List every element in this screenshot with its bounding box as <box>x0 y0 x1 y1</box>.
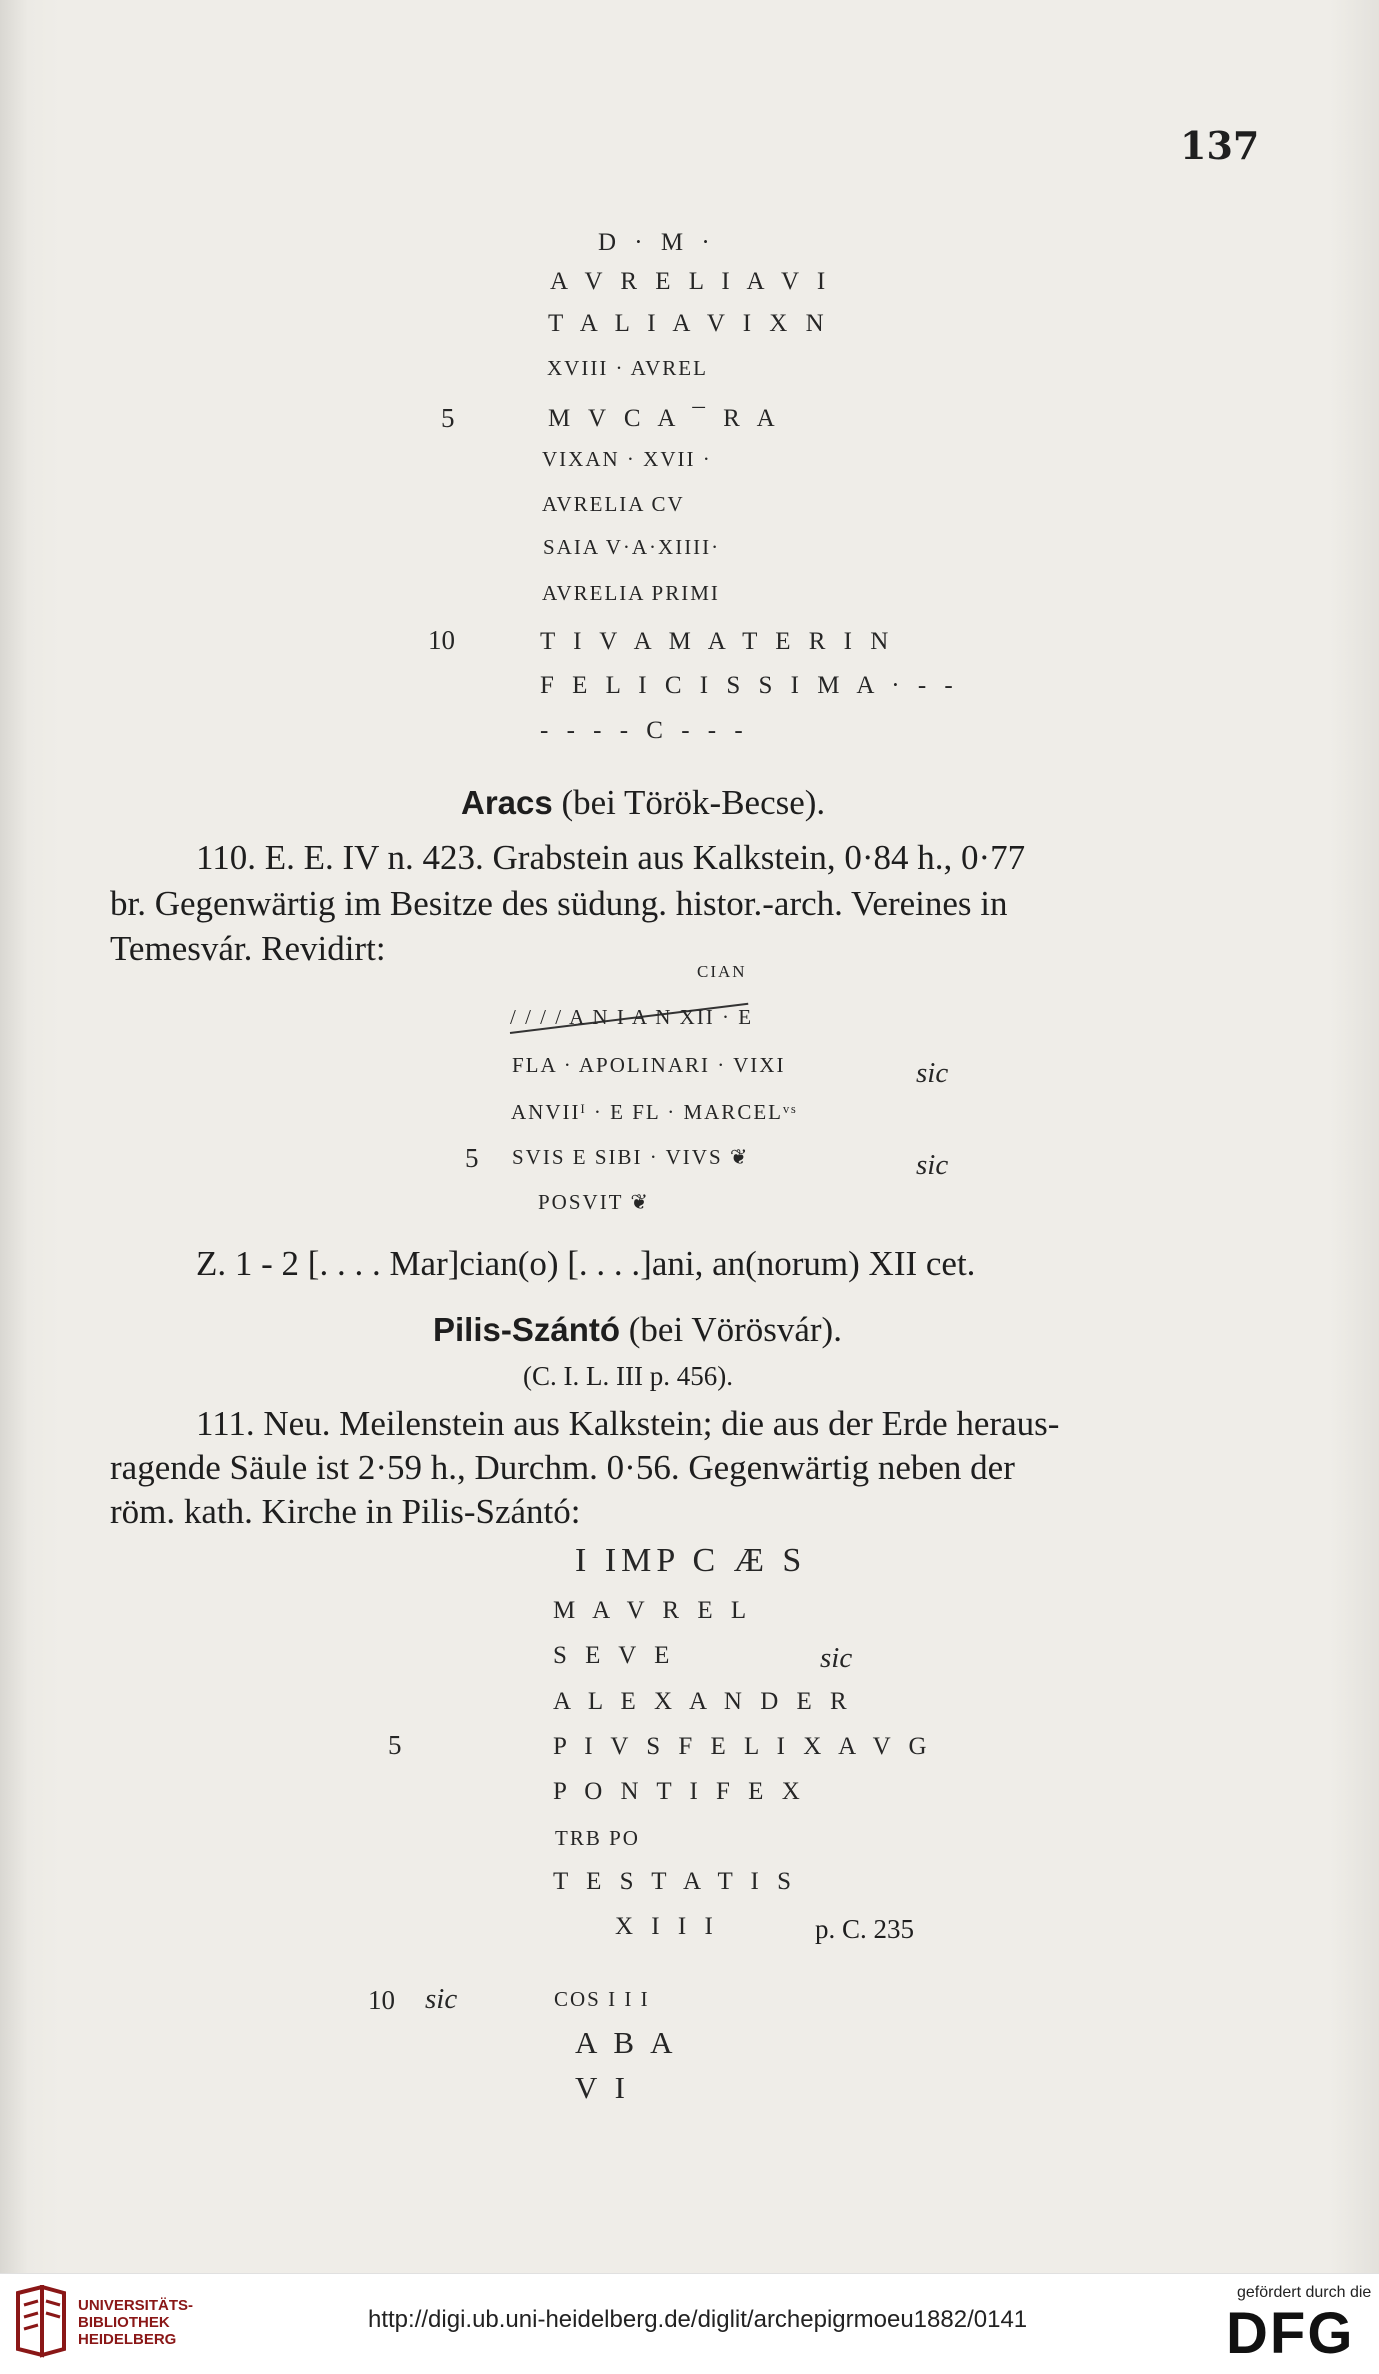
inscription-line: A V R E L I A V I <box>550 268 832 295</box>
library-name-line: HEIDELBERG <box>78 2331 177 2348</box>
section-heading-pilis <box>433 1310 842 1350</box>
inscription-line: F E L I C I S S I M A · - - <box>540 672 959 699</box>
inscription-line: SAIA V·A·XIIII· <box>543 535 721 559</box>
paragraph-line: 111. Neu. Meilenstein aus Kalkstein; die aus der Erde heraus- <box>196 1404 1060 1443</box>
line-number: 10 <box>428 625 455 655</box>
inscription-line: D · M · <box>598 229 716 256</box>
funding-label: gefördert durch die <box>1237 2284 1372 2301</box>
inscription-line: V I <box>575 2070 630 2105</box>
inscription-line: / / / / A N I A N XII · E <box>510 1005 754 1029</box>
inscription-line: M V C A ¯ R A <box>548 405 781 432</box>
library-name-line: BIBLIOTHEK <box>78 2314 170 2331</box>
heading-rest: (bei Török-Becse). <box>561 783 826 822</box>
inscription-line: POSVIT ❦ <box>538 1190 650 1214</box>
inscription-line: CIAN <box>697 962 747 981</box>
inscription-line: XVIII · AVREL <box>547 356 708 380</box>
inscription-line: I IMP C Æ S <box>575 1542 807 1579</box>
paragraph-line: ragende Säule ist 2·59 h., Durchm. 0·56. Gegenwärtig neben der <box>110 1448 1015 1487</box>
inscription-line: TRB PO <box>555 1826 640 1850</box>
sic-note: sic <box>916 1057 949 1089</box>
inscription-line: COS I I I <box>554 1987 650 2011</box>
sic-note: sic <box>820 1642 853 1674</box>
line-number: 10 <box>368 1985 395 2015</box>
inscription-line: A L E X A N D E R <box>553 1688 853 1715</box>
inscription-line: P O N T I F E X <box>553 1778 806 1805</box>
inscription-line: T I V A M A T E R I N <box>540 628 895 655</box>
dfg-logo: DFG <box>1226 2301 1355 2366</box>
inscription-line: VIXAN · XVII · <box>542 447 712 471</box>
inscription-line: A B A <box>575 2025 678 2060</box>
library-name-line: UNIVERSITÄTS- <box>78 2297 194 2314</box>
inscription-line: T A L I A V I X N <box>548 310 830 337</box>
commentary: Z. 1 - 2 [. . . . Mar]cian(o) [. . . .]ani, an(norum) XII cet. <box>196 1244 976 1283</box>
date-note: p. C. 235 <box>815 1914 915 1944</box>
inscription-line: P I V S F E L I X A V G <box>553 1733 933 1760</box>
inscription-line: SVIS E SIBI · VIVS ❦ <box>512 1145 750 1169</box>
line-number: 5 <box>388 1730 402 1760</box>
inscription-line: FLA · APOLINARI · VIXI <box>512 1053 786 1077</box>
university-library-logo-icon <box>12 2285 70 2359</box>
inscription-line: X I I I <box>615 1913 719 1940</box>
sic-note: sic <box>425 1983 458 2015</box>
heading-place: Aracs <box>461 784 553 821</box>
paragraph-line: br. Gegenwärtig im Besitze des südung. histor.-arch. Vereines in <box>110 884 1008 923</box>
document-url-link[interactable]: http://digi.ub.uni-heidelberg.de/diglit/archepigrmoeu1882/0141 <box>368 2306 1028 2333</box>
section-heading-aracs <box>461 783 825 823</box>
inscription-line: S E V E <box>553 1642 676 1669</box>
line-number: 5 <box>441 403 455 433</box>
paragraph-line: röm. kath. Kirche in Pilis-Szántó: <box>110 1492 581 1531</box>
inscription-line: AVRELIA PRIMI <box>542 581 720 605</box>
library-name <box>78 2297 193 2348</box>
reference: (C. I. L. III p. 456). <box>523 1361 733 1391</box>
inscription-line: T E S T A T I S <box>553 1868 798 1895</box>
inscription-line: - - - - C - - - <box>540 717 749 744</box>
inscription-line: AVRELIA CV <box>542 492 685 516</box>
inscription-line: ANVIIᴵ · E FL · MARCELᵛˢ <box>511 1100 798 1124</box>
page-number: 137 <box>1180 123 1260 168</box>
paragraph-line: 110. E. E. IV n. 423. Grabstein aus Kalkstein, 0·84 h., 0·77 <box>196 838 1026 877</box>
line-number: 5 <box>465 1143 479 1173</box>
inscription-line: M A V R E L <box>553 1597 753 1624</box>
paragraph-line: Temesvár. Revidirt: <box>110 929 386 968</box>
sic-note: sic <box>916 1149 949 1181</box>
heading-rest: (bei Vörösvár). <box>628 1310 842 1349</box>
heading-place: Pilis-Szántó <box>433 1311 621 1348</box>
